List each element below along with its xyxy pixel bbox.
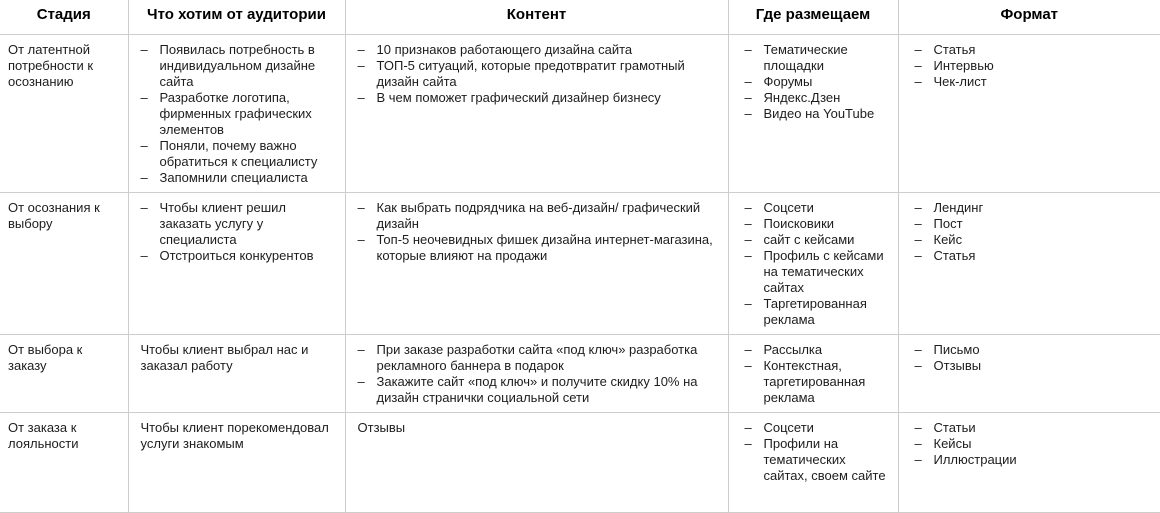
stage-cell: От заказа к лояльности <box>0 412 128 512</box>
placement-list <box>745 342 888 406</box>
list-item: – Тематические площадки <box>745 42 888 74</box>
list-item: – Запомнили специалиста <box>141 170 335 186</box>
table-row <box>0 412 1160 512</box>
list-item: – Форумы <box>745 74 888 90</box>
stage-cell: От осознания к выбору <box>0 192 128 334</box>
column-header-placement: Где размещаем <box>728 0 898 34</box>
list-item: – Яндекс.Дзен <box>745 90 888 106</box>
column-header-stage: Стадия <box>0 0 128 34</box>
content-cell <box>345 34 728 192</box>
column-header-format: Формат <box>898 0 1160 34</box>
list-item: – Видео на YouTube <box>745 106 888 122</box>
audience-list <box>141 42 335 186</box>
placement-cell <box>728 192 898 334</box>
list-item: – Статья <box>915 248 1151 264</box>
table-row <box>0 192 1160 334</box>
list-item: – Кейсы <box>915 436 1151 452</box>
list-item: – Рассылка <box>745 342 888 358</box>
list-item: – Статьи <box>915 420 1151 436</box>
placement-list <box>745 42 888 122</box>
table-header-row <box>0 0 1160 34</box>
content-list <box>358 200 718 264</box>
placement-list <box>745 420 888 484</box>
format-list <box>915 342 1151 374</box>
list-item: – Таргетированная реклама <box>745 296 888 328</box>
list-item: – Соцсети <box>745 420 888 436</box>
list-item: – Письмо <box>915 342 1151 358</box>
list-item: – Как выбрать подрядчика на веб-дизайн/ графический дизайн <box>358 200 718 232</box>
list-item: – Соцсети <box>745 200 888 216</box>
list-item: – Лендинг <box>915 200 1151 216</box>
format-list <box>915 200 1151 264</box>
audience-cell <box>128 192 345 334</box>
audience-list <box>141 200 335 264</box>
content-cell <box>345 334 728 412</box>
content-cell <box>345 192 728 334</box>
list-item: – Иллюстрации <box>915 452 1151 468</box>
content-list <box>358 342 718 406</box>
format-cell <box>898 334 1160 412</box>
placement-cell <box>728 34 898 192</box>
list-item: – Появилась потребность в индивидуальном дизайне сайта <box>141 42 335 90</box>
list-item: – Пост <box>915 216 1151 232</box>
list-item: – Разработке логотипа, фирменных графических элементов <box>141 90 335 138</box>
stage-cell: От выбора к заказу <box>0 334 128 412</box>
list-item: – 10 признаков работающего дизайна сайта <box>358 42 718 58</box>
list-item: – Интервью <box>915 58 1151 74</box>
table-row <box>0 34 1160 192</box>
list-item: – Поняли, почему важно обратиться к специалисту <box>141 138 335 170</box>
list-item: – Отстроиться конкурентов <box>141 248 335 264</box>
placement-list <box>745 200 888 328</box>
format-cell <box>898 192 1160 334</box>
stage-cell: От латентной потребности к осознанию <box>0 34 128 192</box>
list-item: – ТОП-5 ситуаций, которые предотвратит грамотный дизайн сайта <box>358 58 718 90</box>
placement-cell <box>728 412 898 512</box>
format-cell <box>898 34 1160 192</box>
format-list <box>915 420 1151 468</box>
audience-cell: Чтобы клиент выбрал нас и заказал работу <box>128 334 345 412</box>
placement-cell <box>728 334 898 412</box>
content-cell: Отзывы <box>345 412 728 512</box>
format-list <box>915 42 1151 90</box>
list-item: – Профили на тематических сайтах, своем сайте <box>745 436 888 484</box>
audience-cell <box>128 34 345 192</box>
list-item: – Чек-лист <box>915 74 1151 90</box>
list-item: – Кейс <box>915 232 1151 248</box>
format-cell <box>898 412 1160 512</box>
list-item: – Профиль с кейсами на тематических сайтах <box>745 248 888 296</box>
column-header-audience: Что хотим от аудитории <box>128 0 345 34</box>
audience-cell: Чтобы клиент порекомендовал услуги знакомым <box>128 412 345 512</box>
list-item: – Топ-5 неочевидных фишек дизайна интернет-магазина, которые влияют на продажи <box>358 232 718 264</box>
list-item: – сайт с кейсами <box>745 232 888 248</box>
list-item: – Контекстная, таргетированная реклама <box>745 358 888 406</box>
list-item: – Статья <box>915 42 1151 58</box>
content-list <box>358 42 718 106</box>
list-item: – Поисковики <box>745 216 888 232</box>
list-item: – Закажите сайт «под ключ» и получите скидку 10% на дизайн странички социальной сети <box>358 374 718 406</box>
list-item: – Чтобы клиент решил заказать услугу у специалиста <box>141 200 335 248</box>
column-header-content: Контент <box>345 0 728 34</box>
table-row <box>0 334 1160 412</box>
list-item: – При заказе разработки сайта «под ключ» разработка рекламного баннера в подарок <box>358 342 718 374</box>
list-item: – Отзывы <box>915 358 1151 374</box>
list-item: – В чем поможет графический дизайнер бизнесу <box>358 90 718 106</box>
